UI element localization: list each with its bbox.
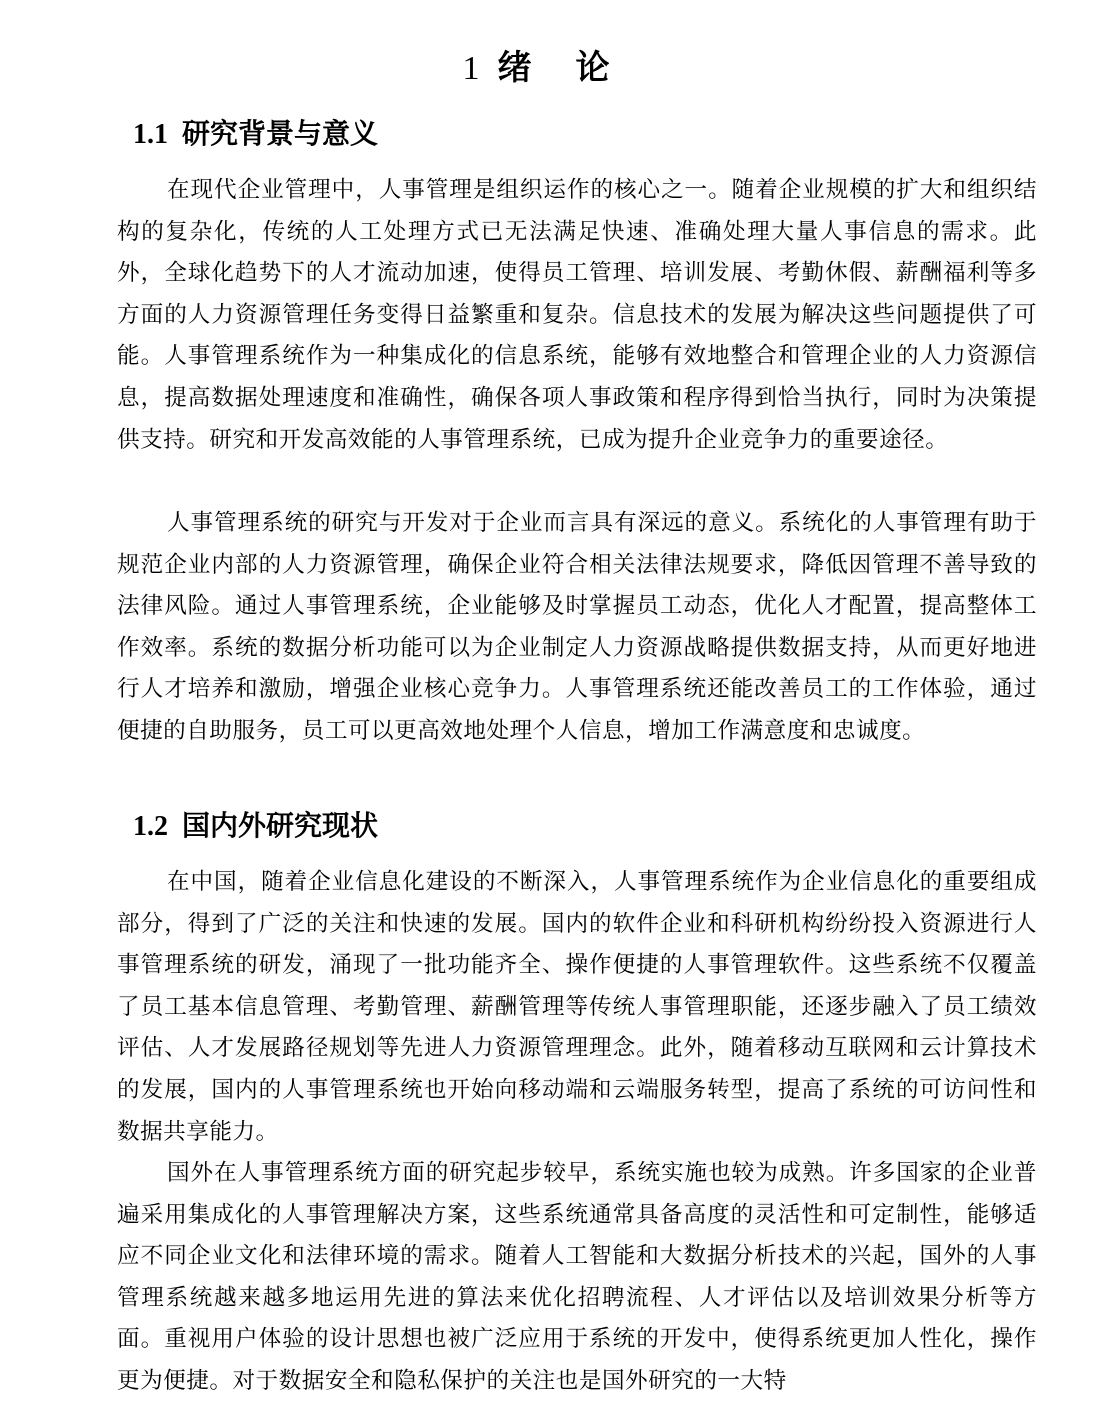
section-heading-1-2 [133,806,378,847]
chapter-number: 1 [462,50,480,87]
chapter-title [0,44,1116,93]
section-title: 国内外研究现状 [182,809,379,842]
section-title: 研究背景与意义 [182,117,379,150]
paragraph-foreign-research: 国外在人事管理系统方面的研究起步较早，系统实施也较为成熟。许多国家的企业普遍采用集成化的人事管理解决方案，这些系统通常具备高度的灵活性和可定制性，能够适应不同企业文化和法律环境的需求。随着人工智能和大数据分析技术的兴起，国外的人事管理系统越来越多地运用先进的算法来优化招聘流程、人才评估以及培训效果分析等方面。重视用户体验的设计思想也被广泛应用于系统的开发中，使得系统更加人性化，操作更为便捷。对于数据安全和隐私保护的关注也是国外研究的一大特 [117,1160,1037,1394]
chapter-title-text: 绪论 [497,48,654,88]
section-number: 1.2 [133,811,168,842]
section-heading-1-1 [133,114,378,155]
paragraph-research-background: 在现代企业管理中，人事管理是组织运作的核心之一。随着企业规模的扩大和组织结构的复杂化，传统的人工处理方式已无法满足快速、准确处理大量人事信息的需求。此外，全球化趋势下的人才流动加速，使得员工管理、培训发展、考勤休假、薪酬福利等多方面的人力资源管理任务变得日益繁重和复杂。信息技术的发展为解决这些问题提供了可能。人事管理系统作为一种集成化的信息系统，能够有效地整合和管理企业的人力资源信息，提高数据处理速度和准确性，确保各项人事政策和程序得到恰当执行，同时为决策提供支持。研究和开发高效能的人事管理系统，已成为提升企业竞争力的重要途径。 [117,177,1037,453]
section-number: 1.1 [133,119,168,150]
paragraph-research-significance: 人事管理系统的研究与开发对于企业而言具有深远的意义。系统化的人事管理有助于规范企业内部的人力资源管理，确保企业符合相关法律法规要求，降低因管理不善导致的法律风险。通过人事管理系统，企业能够及时掌握员工动态，优化人才配置，提高整体工作效率。系统的数据分析功能可以为企业制定人力资源战略提供数据支持，从而更好地进行人才培养和激励，增强企业核心竞争力。人事管理系统还能改善员工的工作体验，通过便捷的自助服务，员工可以更高效地处理个人信息，增加工作满意度和忠诚度。 [117,510,1037,744]
paragraph-domestic-research: 在中国，随着企业信息化建设的不断深入，人事管理系统作为企业信息化的重要组成部分，得到了广泛的关注和快速的发展。国内的软件企业和科研机构纷纷投入资源进行人事管理系统的研发，涌现了一批功能齐全、操作便捷的人事管理软件。这些系统不仅覆盖了员工基本信息管理、考勤管理、薪酬管理等传统人事管理职能，还逐步融入了员工绩效评估、人才发展路径规划等先进人力资源管理理念。此外，随着移动互联网和云计算技术的发展，国内的人事管理系统也开始向移动端和云端服务转型，提高了系统的可访问性和数据共享能力。 [117,869,1037,1145]
